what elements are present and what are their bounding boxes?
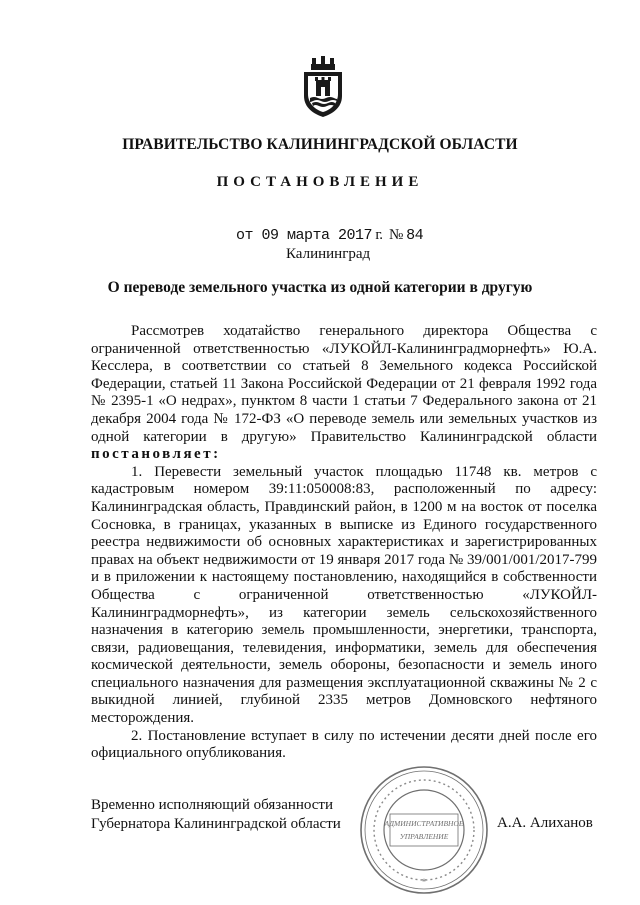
number-sign: № (389, 227, 403, 243)
document-type-title: ПОСТАНОВЛЕНИЕ (216, 174, 424, 190)
document-city: Калининград (286, 246, 371, 262)
signer-position-line-1: Временно исполняющий обязанности (91, 797, 334, 813)
document-date: 09 марта 2017 (261, 227, 373, 244)
signer-position-line-2: Губернатора Калининградской области (91, 816, 341, 832)
signer-position (91, 796, 341, 834)
document-number: 84 (406, 227, 424, 244)
date-prefix: от (236, 227, 254, 244)
item-1-paragraph: 1. Перевести земельный участок площадью 11748 кв. метров с кадастровым номером 39:11:050008:83, расположенный по адресу: Калининградская область, Правдинский район, в 1200 м на восток от поселка Сосновка, в границах, указанных в выписке из Единого государственного реестра недвижимости об основных характеристиках и зарегистрированных правах на объект недвижимости от 19 января 2017 года № 39/001/001/2017-799 и в приложении к настоящему постановлению, находящийся в собственности Общества с ограниченной ответственностью «ЛУКОЙЛ-Калининградморнефть», из категории земель сельскохозяйственного назначения в категорию земель промышленности, энергетики, транспорта, связи, радиовещания, телевидения, информатики, земель для обеспечения космической деятельности, земель обороны, безопасности и земель иного специального назначения для размещения эксплуатационной скважины № 2 с выкидной линией, глубиной 2335 метров Домновского нефтяного месторождения. (91, 463, 597, 727)
signer-name: А.А. Алиханов (497, 815, 593, 831)
document-body (91, 323, 597, 763)
document-subject: О переводе земельного участка из одной категории в другую (107, 279, 533, 296)
date-suffix: г. (375, 227, 383, 243)
preamble-paragraph (91, 323, 597, 464)
date-number-line (236, 227, 423, 244)
seal-center-line-1: АДМИНИСТРАТИВНОЕ (384, 819, 464, 828)
government-title: ПРАВИТЕЛЬСТВО КАЛИНИНГРАДСКОЙ ОБЛАСТИ (122, 136, 518, 153)
item-2-paragraph: 2. Постановление вступает в силу по истечении десяти дней после его официального опубликования. (91, 727, 597, 762)
preamble-text: Рассмотрев ходатайство генерального директора Общества с ограниченной ответственностью «ЛУКОЙЛ-Калининградморнефть» Ю.А. Кесслера, в соответствии со статьей 8 Земельного кодекса Российской Федерации, статьей 11 Закона Российской Федерации от 21 февраля 1992 года № 2395-1 «О недрах», пунктом 8 части 1 статьи 7 Федерального закона от 21 декабря 2004 года № 172-ФЗ «О переводе земель или земельных участков из одной категории в другую» Правительство Калининградской области (91, 323, 597, 445)
seal-center-line-2: УПРАВЛЕНИЕ (399, 832, 449, 841)
coat-of-arms-emblem (298, 56, 348, 118)
svg-text:*: * (421, 877, 427, 887)
official-seal (358, 764, 490, 896)
resolves-keyword: постановляет: (91, 446, 221, 463)
